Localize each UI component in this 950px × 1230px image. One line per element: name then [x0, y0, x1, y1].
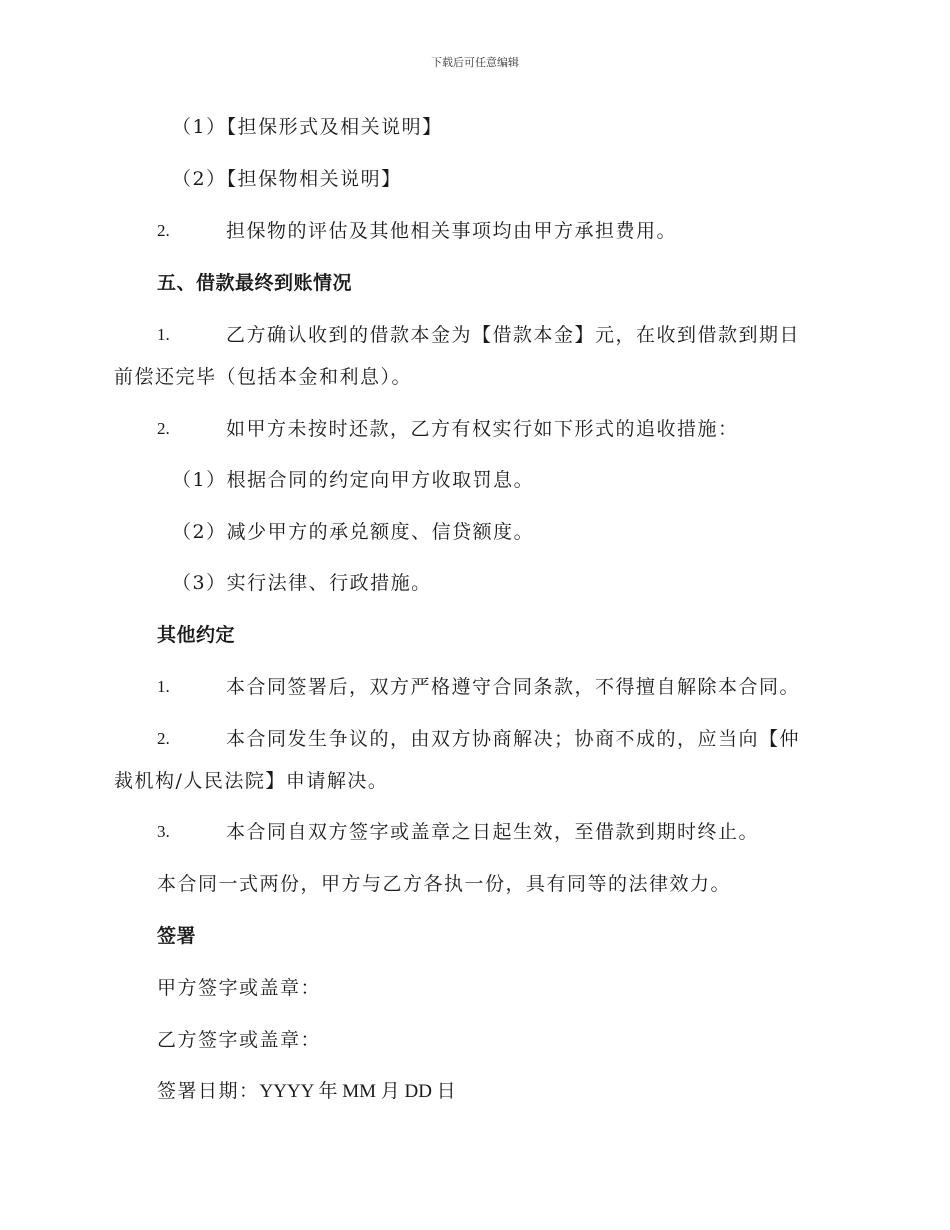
guarantee-point-2-text: 担保物的评估及其他相关事项均由甲方承担费用。 — [226, 220, 678, 242]
collection-measure-1: （1）根据合同的约定向甲方收取罚息。 — [172, 469, 535, 491]
other-point-3-text: 本合同自双方签字或盖章之日起生效，至借款到期时终止。 — [226, 821, 760, 843]
collection-measure-3: （3）实行法律、行政措施。 — [172, 572, 432, 594]
section-5-title: 五、借款最终到账情况 — [157, 272, 353, 294]
other-point-1-number: 1. — [157, 677, 170, 696]
section-5-point-1-number: 1. — [157, 325, 170, 344]
section-5-point-1-line-2: 前偿还完毕（包括本金和利息）。 — [114, 366, 413, 388]
guarantee-item-1: （1）【担保形式及相关说明】 — [172, 116, 443, 138]
other-point-2-line-1: 本合同发生争议的，由双方协商解决；协商不成的，应当向【仲 — [226, 728, 801, 750]
page-header: 下载后可任意编辑 — [431, 56, 519, 69]
other-point-3-number: 3. — [157, 822, 170, 841]
signing-date-label: 签署日期： — [157, 1080, 260, 1102]
other-point-2-line-2: 裁机构/人民法院】申请解决。 — [114, 770, 389, 792]
party-a-signature-label: 甲方签字或盖章： — [157, 977, 322, 999]
signing-date-value: YYYY 年 MM 月 DD 日 — [259, 1081, 456, 1102]
other-point-2-number: 2. — [157, 729, 170, 748]
copies-clause: 本合同一式两份，甲方与乙方各执一份，具有同等的法律效力。 — [157, 873, 732, 895]
other-point-1-text: 本合同签署后，双方严格遵守合同条款，不得擅自解除本合同。 — [226, 676, 801, 698]
guarantee-item-2: （2）【担保物相关说明】 — [172, 168, 402, 190]
section-5-point-2-text: 如甲方未按时还款，乙方有权实行如下形式的追收措施： — [226, 418, 739, 440]
signing-title: 签署 — [157, 925, 197, 947]
other-agreements-title: 其他约定 — [157, 624, 236, 646]
collection-measure-2: （2）减少甲方的承兑额度、信贷额度。 — [172, 521, 535, 543]
guarantee-point-2-number: 2. — [157, 221, 170, 240]
section-5-point-1-line-1: 乙方确认收到的借款本金为【借款本金】元，在收到借款到期日 — [226, 324, 801, 346]
section-5-point-2-number: 2. — [157, 419, 170, 438]
signing-date — [157, 1077, 456, 1106]
party-b-signature-label: 乙方签字或盖章： — [157, 1029, 322, 1051]
